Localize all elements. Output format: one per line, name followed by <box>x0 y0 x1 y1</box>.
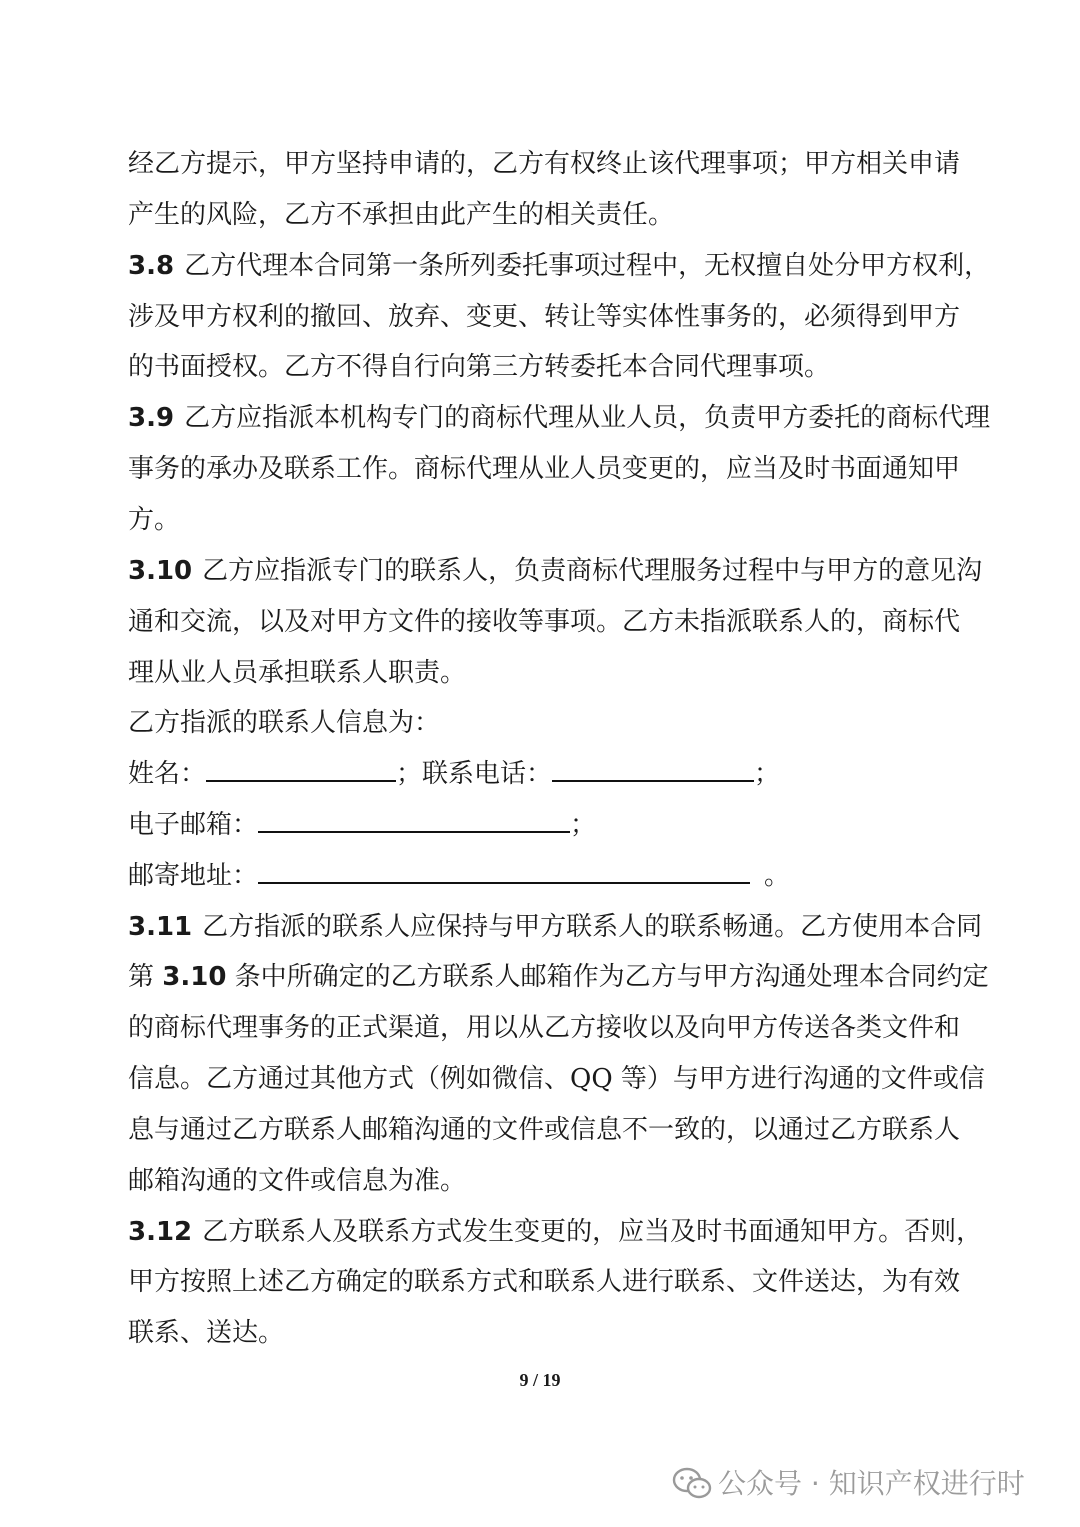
text-line: 乙方指派的联系人信息为： <box>128 708 441 738</box>
wechat-icon <box>672 1466 712 1502</box>
clause-reference: 3.10 <box>162 962 227 992</box>
text-line: 的商标代理事务的正式渠道，用以从乙方接收以及向甲方传送各类文件和 <box>128 1013 961 1043</box>
text-line: 通和交流，以及对甲方文件的接收等事项。乙方未指派联系人的，商标代 <box>128 607 961 637</box>
text-line: 第 3.10 条中所确定的乙方联系人邮箱作为乙方与甲方沟通处理本合同约定 <box>128 962 989 992</box>
text-line: 事务的承办及联系工作。商标代理从业人员变更的，应当及时书面通知甲 <box>128 454 961 484</box>
contact-email-row <box>128 808 596 842</box>
text-line: 产生的风险，乙方不承担由此产生的相关责任。 <box>128 200 675 230</box>
name-label: 姓名： <box>128 759 207 789</box>
separator: ； <box>754 759 781 789</box>
text-line: 信息。乙方通过其他方式（例如微信、QQ 等）与甲方进行沟通的文件或信 <box>128 1064 985 1094</box>
contact-name-phone-row <box>128 757 780 791</box>
clause-3-12: 3.12 乙方联系人及联系方式发生变更的，应当及时书面通知甲方。否则， <box>128 1217 983 1247</box>
email-label: 电子邮箱： <box>128 810 259 840</box>
clause-3-10: 3.10 乙方应指派专门的联系人，负责商标代理服务过程中与甲方的意见沟 <box>128 556 983 586</box>
text-line: 邮箱沟通的文件或信息为准。 <box>128 1166 467 1196</box>
clause-number: 3.8 <box>128 251 175 281</box>
text-line: 的书面授权。乙方不得自行向第三方转委托本合同代理事项。 <box>128 352 831 382</box>
email-field[interactable] <box>258 809 570 833</box>
text-line: 息与通过乙方联系人邮箱沟通的文件或信息不一致的，以通过乙方联系人 <box>128 1115 961 1145</box>
address-label: 邮寄地址： <box>128 861 259 891</box>
text-line: 理从业人员承担联系人职责。 <box>128 658 467 688</box>
text-line: 经乙方提示，甲方坚持申请的，乙方有权终止该代理事项；甲方相关申请 <box>128 149 961 179</box>
watermark-text: 公众号 · 知识产权进行时 <box>718 1467 1025 1500</box>
address-field[interactable] <box>258 860 750 884</box>
separator: 。 <box>764 861 791 891</box>
contact-address-row <box>128 859 790 893</box>
clause-3-11: 3.11 乙方指派的联系人应保持与甲方联系人的联系畅通。乙方使用本合同 <box>128 912 983 942</box>
clause-3-9: 3.9 乙方应指派本机构专门的商标代理从业人员，负责甲方委托的商标代理 <box>128 403 991 433</box>
text-line: 甲方按照上述乙方确定的联系方式和联系人进行联系、文件送达，为有效 <box>128 1267 961 1297</box>
text-line: 方。 <box>128 505 181 535</box>
text-line: 联系、送达。 <box>128 1318 285 1348</box>
phone-field[interactable] <box>552 758 754 782</box>
clause-number: 3.9 <box>128 403 175 433</box>
page-number: 9 / 19 <box>519 1370 561 1390</box>
text-line: 涉及甲方权利的撤回、放弃、变更、转让等实体性事务的，必须得到甲方 <box>128 302 961 332</box>
name-field[interactable] <box>206 758 396 782</box>
clause-number: 3.11 <box>128 912 193 942</box>
clause-number: 3.10 <box>128 556 193 586</box>
phone-label: 联系电话： <box>422 759 553 789</box>
separator: ； <box>570 810 597 840</box>
clause-3-8: 3.8 乙方代理本合同第一条所列委托事项过程中，无权擅自处分甲方权利， <box>128 251 991 281</box>
clause-number: 3.12 <box>128 1217 193 1247</box>
separator: ； <box>396 759 423 789</box>
